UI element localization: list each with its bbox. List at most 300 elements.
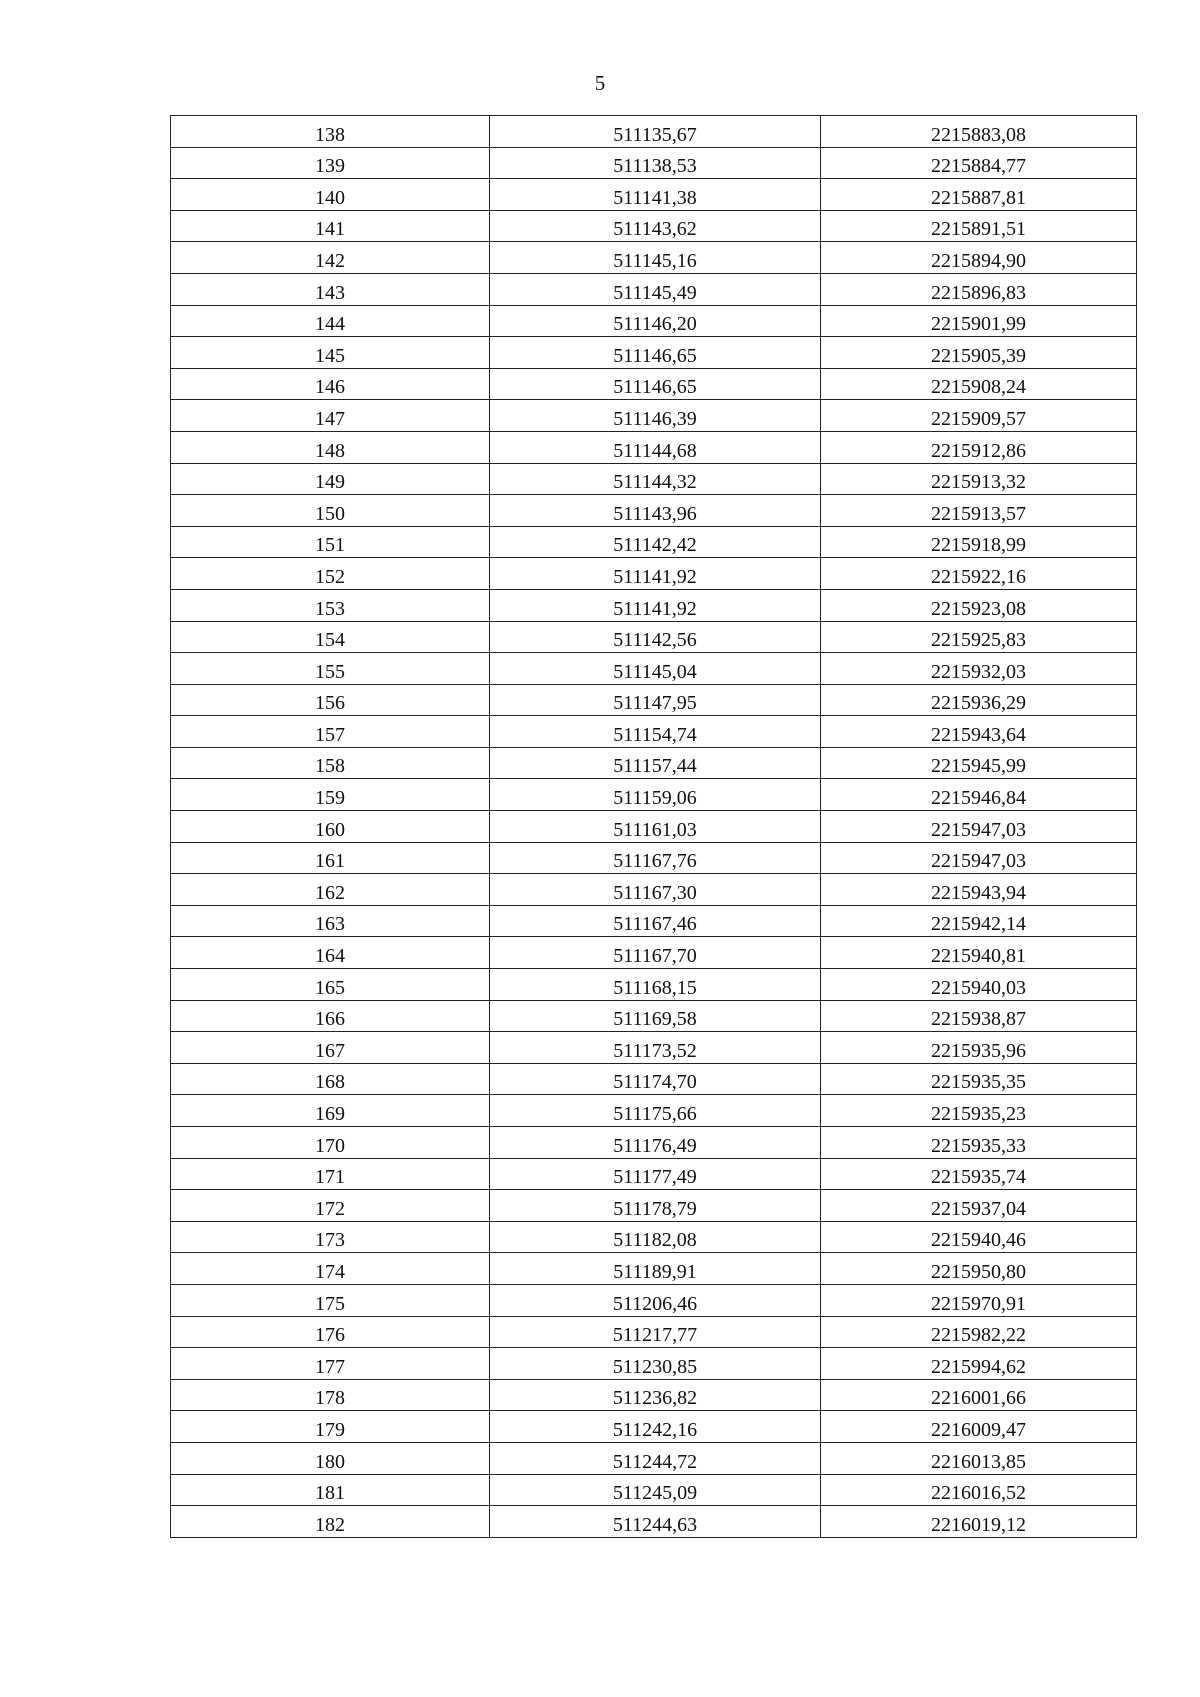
table-row [171, 1158, 1137, 1190]
table-row [171, 305, 1137, 337]
point-number-text: 167 [315, 1039, 345, 1062]
table-row [171, 1127, 1137, 1159]
table-row [171, 179, 1137, 211]
point-number-text: 182 [315, 1513, 345, 1536]
point-number-text: 157 [315, 723, 345, 746]
y-coordinate-cell [821, 1253, 1137, 1285]
point-number-text: 153 [315, 597, 345, 620]
y-coordinate-text: 2215935,35 [931, 1071, 1026, 1094]
x-coordinate-cell [490, 116, 821, 148]
point-number-text: 177 [315, 1355, 345, 1378]
x-coordinate-text: 511142,56 [613, 629, 697, 652]
y-coordinate-text: 2215922,16 [931, 565, 1026, 588]
table-row [171, 116, 1137, 148]
y-coordinate-cell [821, 1190, 1137, 1222]
table-row [171, 526, 1137, 558]
y-coordinate-cell [821, 242, 1137, 274]
point-number-cell [171, 431, 490, 463]
point-number-cell [171, 1348, 490, 1380]
point-number-cell [171, 1506, 490, 1538]
point-number-cell [171, 1190, 490, 1222]
y-coordinate-cell [821, 1316, 1137, 1348]
point-number-cell [171, 495, 490, 527]
y-coordinate-cell [821, 337, 1137, 369]
x-coordinate-cell [490, 431, 821, 463]
table-row [171, 1253, 1137, 1285]
y-coordinate-cell [821, 874, 1137, 906]
y-coordinate-cell [821, 1506, 1137, 1538]
y-coordinate-cell [821, 273, 1137, 305]
x-coordinate-text: 511146,65 [613, 344, 697, 367]
point-number-cell [171, 1442, 490, 1474]
x-coordinate-text: 511242,16 [612, 1418, 698, 1441]
table-row [171, 1284, 1137, 1316]
table-row [171, 716, 1137, 748]
y-coordinate-text: 2215994,62 [931, 1355, 1026, 1378]
x-coordinate-text: 511167,46 [613, 913, 697, 936]
y-coordinate-text: 2215950,80 [931, 1260, 1026, 1283]
point-number-cell [171, 1411, 490, 1443]
x-coordinate-text: 511141,38 [613, 186, 697, 209]
table-row [171, 1411, 1137, 1443]
y-coordinate-cell [821, 589, 1137, 621]
point-number-text: 174 [315, 1260, 345, 1283]
y-coordinate-text: 2215940,81 [931, 945, 1026, 968]
x-coordinate-cell [490, 621, 821, 653]
y-coordinate-text: 2215894,90 [931, 249, 1026, 272]
x-coordinate-cell [490, 495, 821, 527]
point-number-cell [171, 842, 490, 874]
point-number-cell [171, 653, 490, 685]
page-number: 5 [594, 71, 606, 95]
y-coordinate-cell [821, 1063, 1137, 1095]
point-number-cell [171, 1000, 490, 1032]
y-coordinate-text: 2215935,33 [931, 1134, 1026, 1157]
x-coordinate-cell [490, 684, 821, 716]
x-coordinate-text: 511161,03 [613, 818, 697, 841]
x-coordinate-text: 511217,77 [612, 1324, 698, 1347]
point-number-text: 155 [315, 660, 345, 683]
x-coordinate-text: 511175,66 [613, 1103, 697, 1125]
x-coordinate-cell [490, 653, 821, 685]
x-coordinate-text: 511206,46 [612, 1292, 698, 1315]
y-coordinate-cell [821, 716, 1137, 748]
y-coordinate-cell [821, 368, 1137, 400]
table-row [171, 937, 1137, 969]
x-coordinate-cell [490, 779, 821, 811]
x-coordinate-cell [490, 874, 821, 906]
y-coordinate-text: 2215913,32 [931, 471, 1026, 494]
x-coordinate-cell [490, 842, 821, 874]
point-number-cell [171, 526, 490, 558]
y-coordinate-cell [821, 684, 1137, 716]
point-number-cell [171, 147, 490, 179]
x-coordinate-cell [490, 400, 821, 432]
point-number-cell [171, 716, 490, 748]
x-coordinate-cell [490, 1190, 821, 1222]
table-row [171, 1221, 1137, 1253]
x-coordinate-text: 511169,58 [613, 1008, 697, 1031]
table-row [171, 242, 1137, 274]
y-coordinate-cell [821, 495, 1137, 527]
point-number-text: 145 [315, 344, 345, 367]
x-coordinate-text: 511138,53 [613, 155, 697, 178]
y-coordinate-cell [821, 210, 1137, 242]
y-coordinate-text: 2215918,99 [931, 534, 1026, 557]
x-coordinate-text: 511135,67 [613, 123, 697, 146]
point-number-cell [171, 969, 490, 1001]
y-coordinate-text: 2215935,23 [931, 1103, 1026, 1125]
x-coordinate-text: 511141,92 [613, 597, 697, 620]
point-number-text: 169 [315, 1103, 345, 1125]
point-number-text: 159 [315, 787, 345, 810]
y-coordinate-cell [821, 558, 1137, 590]
y-coordinate-text: 2215946,84 [931, 787, 1026, 810]
table-row [171, 400, 1137, 432]
x-coordinate-text: 511178,79 [613, 1197, 697, 1220]
y-coordinate-cell [821, 905, 1137, 937]
x-coordinate-cell [490, 305, 821, 337]
x-coordinate-cell [490, 1379, 821, 1411]
y-coordinate-cell [821, 463, 1137, 495]
point-number-text: 172 [315, 1197, 345, 1220]
x-coordinate-cell [490, 337, 821, 369]
point-number-text: 170 [315, 1134, 345, 1157]
y-coordinate-cell [821, 621, 1137, 653]
x-coordinate-text: 511146,20 [613, 313, 697, 336]
y-coordinate-text: 2215937,04 [931, 1197, 1026, 1220]
y-coordinate-text: 2216009,47 [931, 1418, 1026, 1441]
x-coordinate-text: 511144,32 [613, 471, 697, 494]
point-number-text: 161 [315, 850, 345, 873]
y-coordinate-text: 2215947,03 [931, 850, 1026, 873]
x-coordinate-cell [490, 1095, 821, 1127]
table-row [171, 273, 1137, 305]
point-number-cell [171, 337, 490, 369]
y-coordinate-cell [821, 1474, 1137, 1506]
point-number-text: 178 [315, 1387, 345, 1410]
point-number-cell [171, 621, 490, 653]
x-coordinate-cell [490, 463, 821, 495]
x-coordinate-cell [490, 1063, 821, 1095]
point-number-text: 154 [315, 629, 345, 652]
x-coordinate-cell [490, 1411, 821, 1443]
y-coordinate-text: 2215891,51 [931, 218, 1026, 241]
x-coordinate-text: 511145,49 [613, 281, 697, 304]
x-coordinate-cell [490, 1221, 821, 1253]
y-coordinate-cell [821, 1348, 1137, 1380]
point-number-cell [171, 1221, 490, 1253]
x-coordinate-cell [490, 210, 821, 242]
table-row [171, 779, 1137, 811]
table-row [171, 147, 1137, 179]
point-number-text: 138 [315, 123, 345, 146]
table-row [171, 747, 1137, 779]
table-row [171, 621, 1137, 653]
y-coordinate-cell [821, 1000, 1137, 1032]
x-coordinate-cell [490, 1348, 821, 1380]
x-coordinate-cell [490, 1000, 821, 1032]
x-coordinate-text: 511143,96 [613, 502, 697, 525]
y-coordinate-cell [821, 1127, 1137, 1159]
x-coordinate-cell [490, 147, 821, 179]
x-coordinate-text: 511244,72 [612, 1450, 698, 1473]
point-number-cell [171, 1379, 490, 1411]
y-coordinate-text: 2215940,46 [931, 1229, 1026, 1252]
x-coordinate-cell [490, 1253, 821, 1285]
point-number-text: 147 [315, 407, 345, 430]
x-coordinate-cell [490, 811, 821, 843]
table-row [171, 684, 1137, 716]
point-number-text: 152 [315, 565, 345, 588]
y-coordinate-cell [821, 1442, 1137, 1474]
point-number-text: 151 [315, 534, 345, 557]
y-coordinate-text: 2215982,22 [931, 1324, 1026, 1347]
table-row [171, 1063, 1137, 1095]
point-number-text: 158 [315, 755, 345, 778]
point-number-cell [171, 1095, 490, 1127]
point-number-text: 181 [315, 1482, 345, 1505]
y-coordinate-text: 2216019,12 [931, 1513, 1026, 1536]
y-coordinate-text: 2215970,91 [931, 1292, 1026, 1315]
y-coordinate-cell [821, 842, 1137, 874]
point-number-text: 176 [315, 1324, 345, 1347]
table-row [171, 1032, 1137, 1064]
table-row [171, 1095, 1137, 1127]
point-number-cell [171, 242, 490, 274]
table-row [171, 431, 1137, 463]
point-number-cell [171, 400, 490, 432]
x-coordinate-cell [490, 1284, 821, 1316]
point-number-cell [171, 179, 490, 211]
y-coordinate-cell [821, 811, 1137, 843]
x-coordinate-text: 511167,70 [613, 945, 697, 968]
y-coordinate-text: 2215936,29 [931, 692, 1026, 715]
y-coordinate-text: 2215912,86 [931, 439, 1026, 462]
point-number-cell [171, 305, 490, 337]
point-number-text: 146 [315, 376, 345, 399]
x-coordinate-cell [490, 368, 821, 400]
y-coordinate-text: 2215901,99 [931, 313, 1026, 336]
point-number-cell [171, 463, 490, 495]
point-number-cell [171, 779, 490, 811]
y-coordinate-text: 2215945,99 [931, 755, 1026, 778]
x-coordinate-text: 511167,30 [613, 881, 697, 904]
coordinates-table [170, 115, 1137, 1538]
x-coordinate-text: 511154,74 [613, 723, 697, 746]
point-number-cell [171, 937, 490, 969]
y-coordinate-text: 2216013,85 [931, 1450, 1026, 1473]
x-coordinate-text: 511173,52 [613, 1039, 697, 1062]
point-number-text: 173 [315, 1229, 345, 1252]
point-number-text: 164 [315, 945, 345, 968]
y-coordinate-text: 2215923,08 [931, 597, 1026, 620]
y-coordinate-cell [821, 431, 1137, 463]
table-row [171, 558, 1137, 590]
y-coordinate-cell [821, 937, 1137, 969]
x-coordinate-cell [490, 747, 821, 779]
y-coordinate-cell [821, 747, 1137, 779]
point-number-text: 163 [315, 913, 345, 936]
point-number-text: 144 [315, 313, 345, 336]
table-row [171, 495, 1137, 527]
point-number-cell [171, 1032, 490, 1064]
point-number-cell [171, 1127, 490, 1159]
point-number-cell [171, 874, 490, 906]
x-coordinate-text: 511177,49 [613, 1166, 697, 1189]
y-coordinate-text: 2215925,83 [931, 629, 1026, 652]
x-coordinate-text: 511145,04 [613, 660, 697, 683]
x-coordinate-cell [490, 273, 821, 305]
y-coordinate-text: 2215940,03 [931, 976, 1026, 999]
x-coordinate-text: 511145,16 [613, 249, 697, 272]
point-number-text: 171 [315, 1166, 345, 1189]
table-row [171, 1348, 1137, 1380]
y-coordinate-text: 2215883,08 [931, 123, 1026, 146]
table-row [171, 589, 1137, 621]
coordinates-table-body [171, 116, 1137, 1538]
point-number-text: 150 [315, 502, 345, 525]
x-coordinate-cell [490, 1442, 821, 1474]
y-coordinate-cell [821, 969, 1137, 1001]
y-coordinate-text: 2215932,03 [931, 660, 1026, 683]
x-coordinate-text: 511147,95 [613, 692, 697, 715]
point-number-text: 140 [315, 186, 345, 209]
x-coordinate-text: 511230,85 [612, 1355, 698, 1378]
table-row [171, 842, 1137, 874]
table-row [171, 653, 1137, 685]
point-number-text: 139 [315, 155, 345, 178]
table-row [171, 1379, 1137, 1411]
x-coordinate-cell [490, 1506, 821, 1538]
y-coordinate-cell [821, 1158, 1137, 1190]
point-number-cell [171, 1284, 490, 1316]
point-number-cell [171, 210, 490, 242]
x-coordinate-text: 511245,09 [612, 1482, 698, 1505]
y-coordinate-cell [821, 147, 1137, 179]
y-coordinate-text: 2216016,52 [931, 1482, 1026, 1505]
y-coordinate-cell [821, 400, 1137, 432]
point-number-text: 180 [315, 1450, 345, 1473]
point-number-text: 143 [315, 281, 345, 304]
point-number-cell [171, 116, 490, 148]
point-number-text: 156 [315, 692, 345, 715]
x-coordinate-text: 511144,68 [613, 439, 697, 462]
y-coordinate-cell [821, 526, 1137, 558]
point-number-cell [171, 1253, 490, 1285]
x-coordinate-cell [490, 242, 821, 274]
y-coordinate-text: 2215909,57 [931, 407, 1026, 430]
y-coordinate-cell [821, 1379, 1137, 1411]
point-number-text: 175 [315, 1292, 345, 1315]
x-coordinate-cell [490, 905, 821, 937]
point-number-cell [171, 558, 490, 590]
x-coordinate-text: 511236,82 [612, 1387, 698, 1410]
y-coordinate-cell [821, 1032, 1137, 1064]
y-coordinate-cell [821, 1411, 1137, 1443]
point-number-cell [171, 1474, 490, 1506]
x-coordinate-cell [490, 716, 821, 748]
y-coordinate-text: 2215905,39 [931, 344, 1026, 367]
point-number-cell [171, 811, 490, 843]
point-number-text: 160 [315, 818, 345, 841]
y-coordinate-cell [821, 1095, 1137, 1127]
y-coordinate-text: 2215938,87 [931, 1008, 1026, 1031]
y-coordinate-text: 2215943,64 [931, 723, 1026, 746]
point-number-text: 162 [315, 881, 345, 904]
x-coordinate-cell [490, 526, 821, 558]
point-number-text: 166 [315, 1008, 345, 1031]
y-coordinate-text: 2215887,81 [931, 186, 1026, 209]
y-coordinate-text: 2215935,96 [931, 1039, 1026, 1062]
y-coordinate-text: 2216001,66 [931, 1387, 1026, 1410]
table-row [171, 811, 1137, 843]
x-coordinate-text: 511142,42 [613, 534, 697, 557]
table-row [171, 1316, 1137, 1348]
table-row [171, 969, 1137, 1001]
point-number-text: 179 [315, 1418, 345, 1441]
table-row [171, 337, 1137, 369]
x-coordinate-cell [490, 558, 821, 590]
y-coordinate-text: 2215947,03 [931, 818, 1026, 841]
point-number-text: 165 [315, 976, 345, 999]
point-number-cell [171, 1316, 490, 1348]
x-coordinate-cell [490, 179, 821, 211]
point-number-cell [171, 1158, 490, 1190]
x-coordinate-text: 511146,39 [613, 407, 697, 430]
y-coordinate-cell [821, 779, 1137, 811]
y-coordinate-cell [821, 1221, 1137, 1253]
x-coordinate-cell [490, 1474, 821, 1506]
x-coordinate-text: 511143,62 [613, 218, 697, 241]
table-row [171, 463, 1137, 495]
x-coordinate-cell [490, 589, 821, 621]
x-coordinate-text: 511182,08 [613, 1229, 697, 1252]
point-number-cell [171, 905, 490, 937]
table-row [171, 1190, 1137, 1222]
point-number-cell [171, 747, 490, 779]
table-row [171, 874, 1137, 906]
table-row [171, 368, 1137, 400]
table-row [171, 1442, 1137, 1474]
y-coordinate-cell [821, 116, 1137, 148]
x-coordinate-cell [490, 1127, 821, 1159]
table-row [171, 905, 1137, 937]
point-number-text: 148 [315, 439, 345, 462]
x-coordinate-text: 511157,44 [613, 755, 697, 778]
y-coordinate-cell [821, 653, 1137, 685]
y-coordinate-text: 2215896,83 [931, 281, 1026, 304]
point-number-cell [171, 273, 490, 305]
point-number-cell [171, 589, 490, 621]
x-coordinate-text: 511244,63 [612, 1513, 698, 1536]
point-number-text: 149 [315, 471, 345, 494]
y-coordinate-text: 2215943,94 [931, 881, 1026, 904]
x-coordinate-text: 511167,76 [613, 850, 697, 873]
point-number-text: 168 [315, 1071, 345, 1094]
x-coordinate-cell [490, 937, 821, 969]
x-coordinate-text: 511141,92 [613, 565, 697, 588]
y-coordinate-cell [821, 305, 1137, 337]
table-row [171, 1506, 1137, 1538]
point-number-cell [171, 1063, 490, 1095]
x-coordinate-text: 511174,70 [613, 1071, 697, 1094]
x-coordinate-text: 511168,15 [613, 976, 697, 999]
x-coordinate-cell [490, 1316, 821, 1348]
table-row [171, 1474, 1137, 1506]
x-coordinate-cell [490, 1158, 821, 1190]
y-coordinate-cell [821, 1284, 1137, 1316]
